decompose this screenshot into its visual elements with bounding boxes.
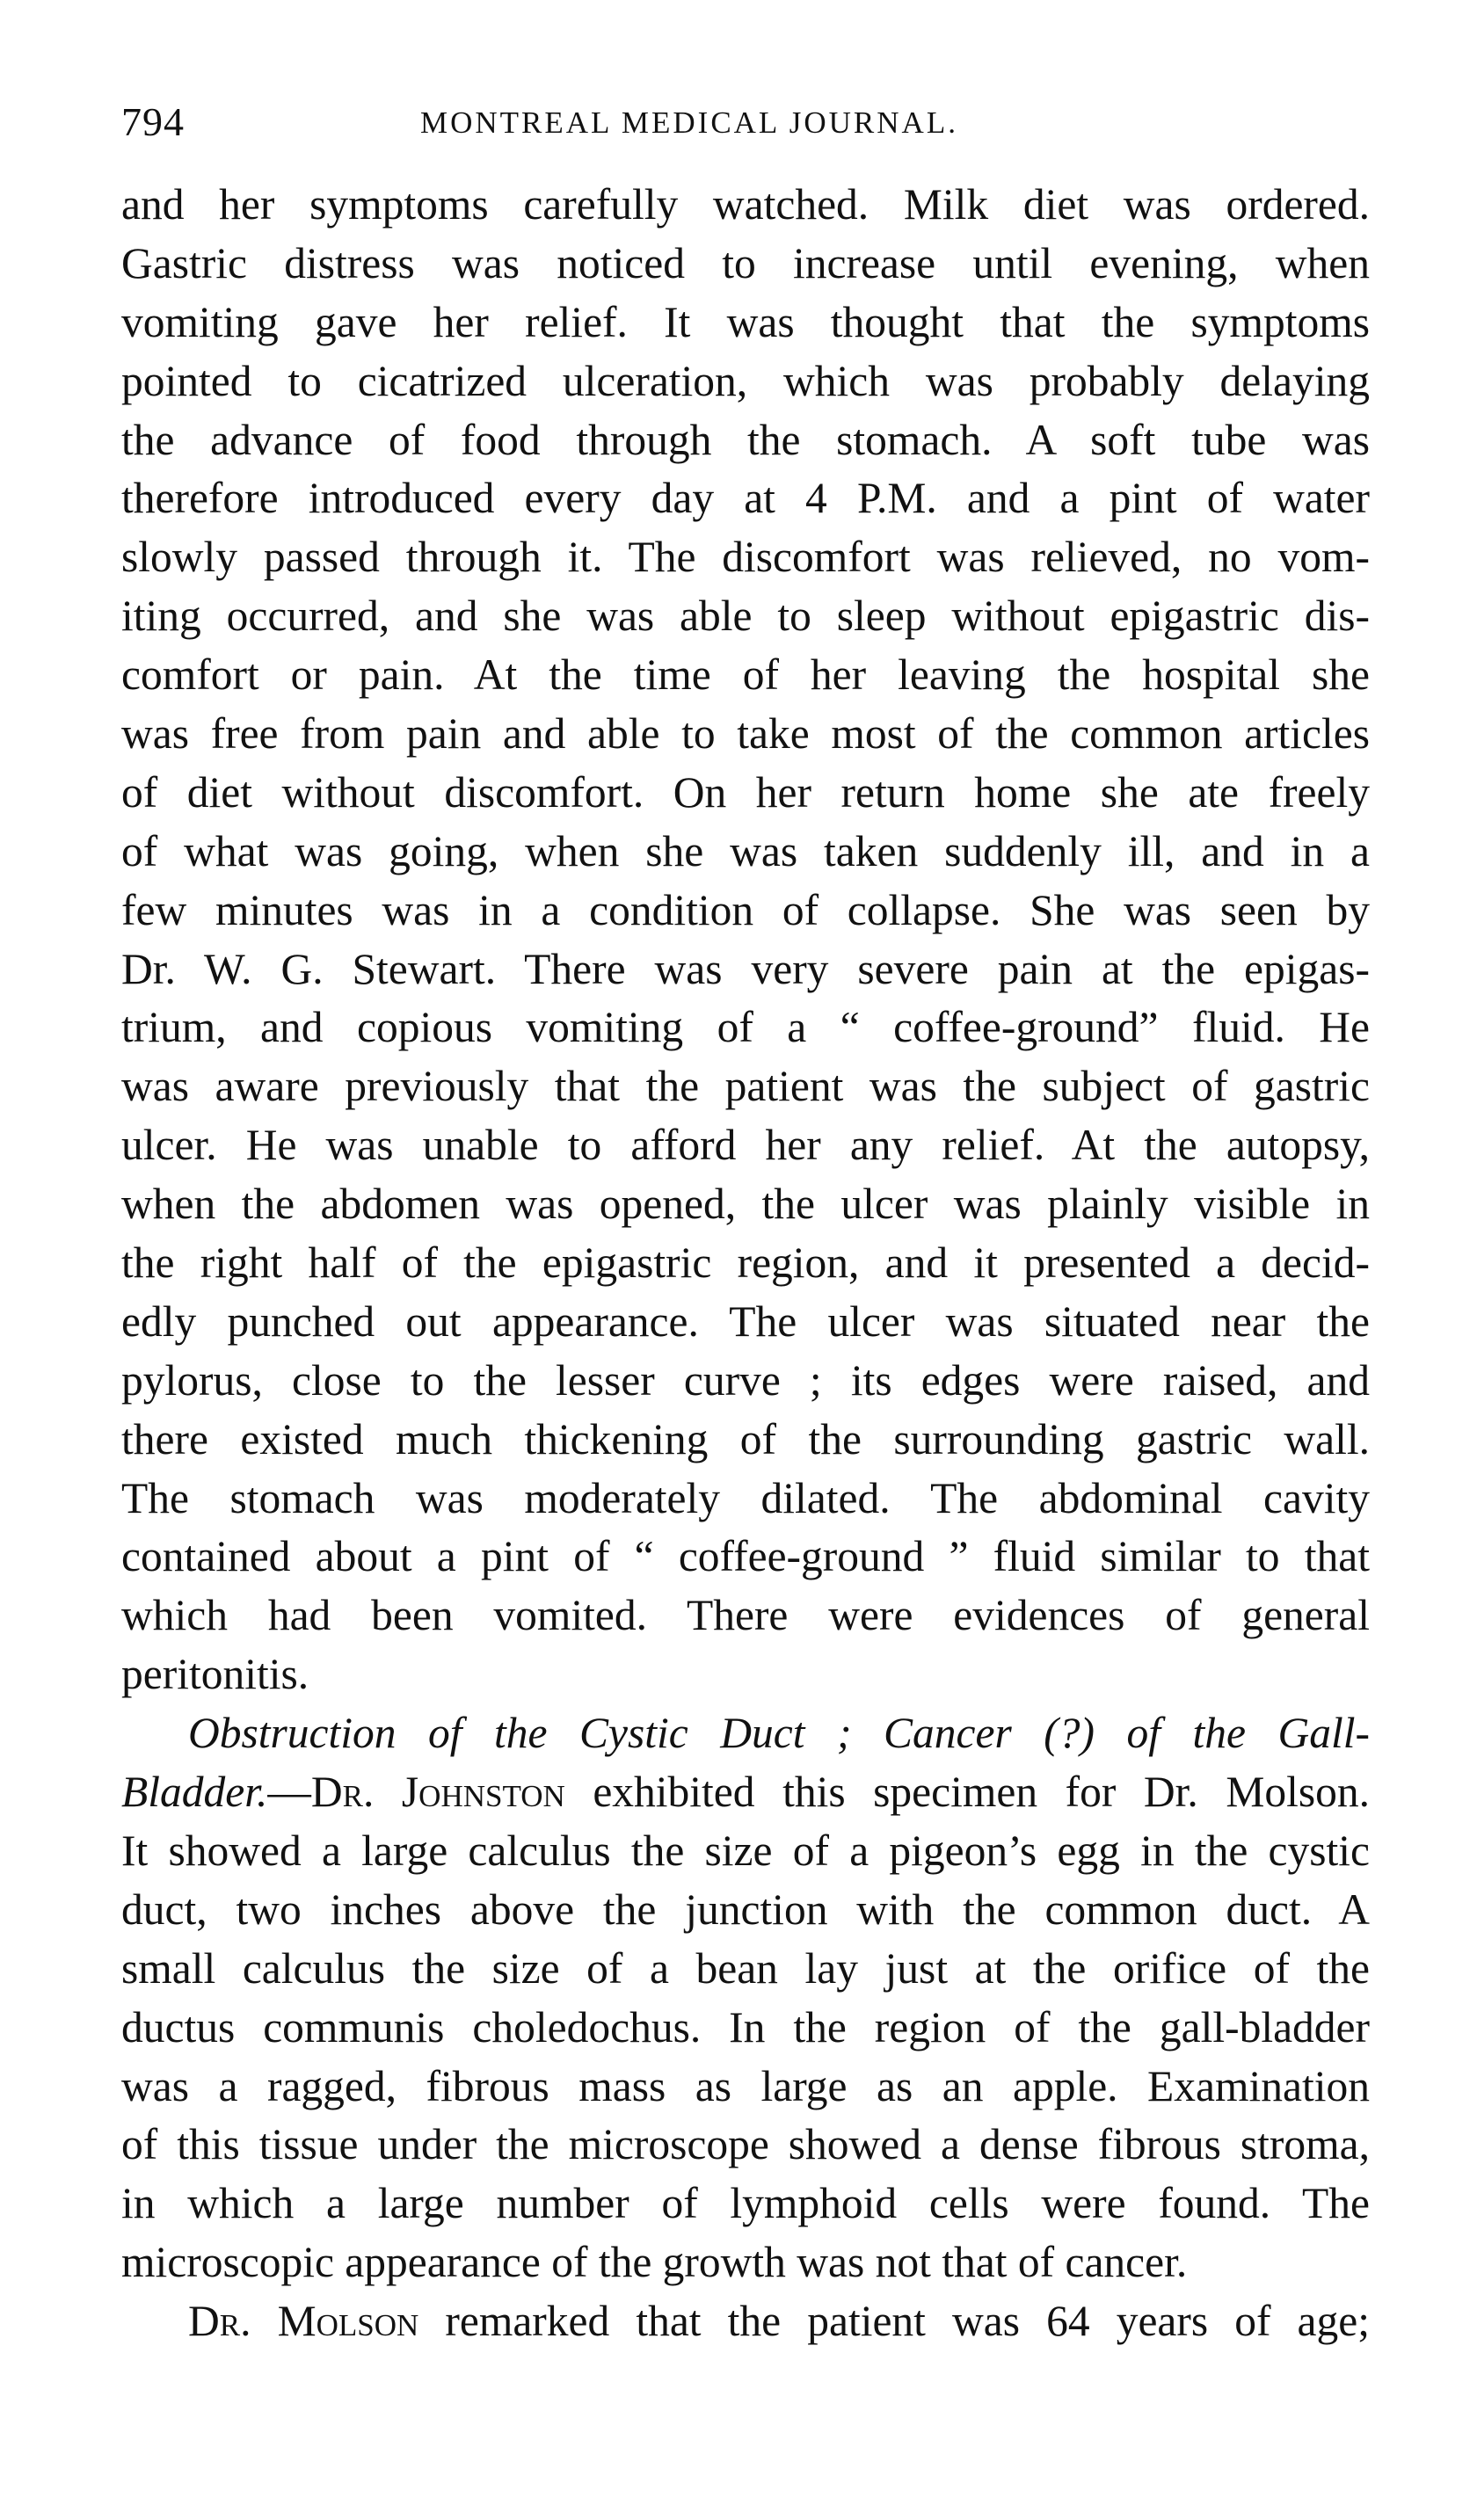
text-line: edly punched out appearance. The ulcer was situated near the xyxy=(121,1296,1370,1346)
text-line: the right half of the epigastric region, and it presented a decid- xyxy=(121,1238,1370,1288)
text-line: trium, and copious vomiting of a “ coffee-ground” fluid. He xyxy=(121,1003,1370,1052)
journal-title: MONTREAL MEDICAL JOURNAL. xyxy=(420,105,958,140)
section-heading-end: Bladder. xyxy=(121,1768,268,1817)
text-line: of this tissue under the microscope showed a dense fibrous stroma, xyxy=(121,2120,1370,2169)
text-line: ulcer. He was unable to afford her any relief. At the autopsy, xyxy=(121,1121,1370,1170)
text-line: It showed a large calculus the size of a pigeon’s egg in the cystic xyxy=(121,1826,1370,1875)
text-line: was a ragged, fibrous mass as large as an apple. Examination xyxy=(121,2061,1370,2110)
text-fragment: exhibited this specimen for Dr. Molson. xyxy=(564,1768,1370,1817)
text-line: comfort or pain. At the time of her leaving the hospital she xyxy=(121,650,1370,700)
text-line: was free from pain and able to take most of the common articles xyxy=(121,709,1370,759)
text-line: duct, two inches above the junction with the common duct. A xyxy=(121,1885,1370,1934)
text-fragment: remarked that the patient was 64 years of age; xyxy=(418,2297,1371,2346)
text-line: was aware previously that the patient was the subject of gastric xyxy=(121,1062,1370,1111)
text-line: there existed much thickening of the surrounding gastric wall. xyxy=(121,1414,1370,1463)
section-heading-line: Obstruction of the Cystic Duct ; Cancer (?) of the Gall- xyxy=(188,1709,1370,1758)
em-dash: — xyxy=(267,1768,311,1817)
text-line: ductus communis choledochus. In the region of the gall-bladder xyxy=(121,2002,1370,2052)
text-line: The stomach was moderately dilated. The abdominal cavity xyxy=(121,1473,1370,1522)
text-line: of diet without discomfort. On her return home she ate freely xyxy=(121,767,1370,817)
paragraph-remark xyxy=(121,2292,1370,2351)
presenter-name: Johnston xyxy=(401,1768,565,1817)
paragraph-specimen xyxy=(121,1704,1370,2292)
text-line: which had been vomited. There were evidences of general xyxy=(121,1591,1370,1640)
text-line: the advance of food through the stomach. A soft tube was xyxy=(121,415,1370,464)
text-line: peritonitis. xyxy=(121,1650,309,1699)
text-line: slowly passed through it. The discomfort was relieved, no vom- xyxy=(121,533,1370,582)
text-line: in which a large number of lymphoid cells were found. The xyxy=(121,2179,1370,2228)
text-line: and her symptoms carefully watched. Milk diet was ordered. xyxy=(121,180,1370,229)
text-line: Gastric distress was noticed to increase until evening, when xyxy=(121,238,1370,287)
text-line: of what was going, when she was taken suddenly ill, and in a xyxy=(121,826,1370,875)
text-line: pointed to cicatrized ulceration, which was probably delaying xyxy=(121,356,1370,405)
text-line xyxy=(121,1763,1370,1822)
text-line: pylorus, close to the lesser curve ; its edges were raised, and xyxy=(121,1355,1370,1405)
paragraph-case-report xyxy=(121,176,1370,1704)
dr-prefix: Dr. xyxy=(188,2297,251,2346)
text-line: vomiting gave her relief. It was thought that the symptoms xyxy=(121,297,1370,346)
text-line: Dr. W. G. Stewart. There was very severe pain at the epigas- xyxy=(121,944,1370,993)
dr-prefix: Dr. xyxy=(310,1768,375,1817)
text-line: small calculus the size of a bean lay just at the orifice of the xyxy=(121,1943,1370,1993)
running-head xyxy=(121,98,1370,151)
text-line: therefore introduced every day at 4 P.M. and a pint of water xyxy=(121,474,1370,523)
text-line: when the abdomen was opened, the ulcer was plainly visible in xyxy=(121,1180,1370,1229)
text-line: few minutes was in a condition of collapse. She was seen by xyxy=(121,885,1370,934)
speaker-name: Molson xyxy=(277,2297,419,2346)
body-text xyxy=(121,176,1370,2351)
text-line: contained about a pint of “ coffee-ground ” fluid similar to that xyxy=(121,1532,1370,1581)
text-line xyxy=(121,2292,1370,2351)
text-line: iting occurred, and she was able to sleep without epigastric dis- xyxy=(121,592,1370,641)
page-number: 794 xyxy=(121,99,185,144)
text-line: microscopic appearance of the growth was not that of cancer. xyxy=(121,2238,1188,2287)
